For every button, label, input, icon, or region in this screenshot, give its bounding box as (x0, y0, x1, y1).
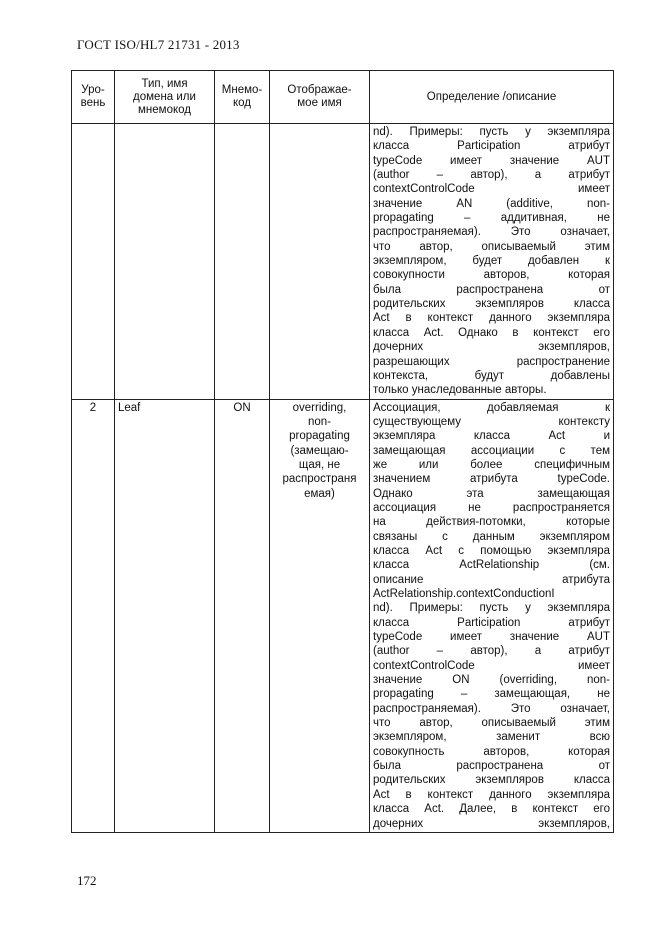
cell-line: Отображае- (287, 84, 352, 96)
cell-line: замещающая ассоциации с тем (373, 444, 610, 457)
table-header-row (72, 71, 614, 124)
cell-line: класса Participation атрибут (373, 616, 610, 629)
cell-line: дочерних экземпляров, (373, 817, 610, 830)
cell-line: распространяемая). Это означает, (373, 702, 610, 715)
cell-line: nd). Примеры: пусть у экземпляра (373, 602, 610, 615)
cell-line: вень (80, 97, 106, 109)
cell-line: contextControlCode имеет (373, 659, 610, 672)
cell-line: non- (307, 415, 332, 428)
cell-line: что автор, описываемый этим (373, 717, 610, 730)
cell-line: существующему контексту (373, 415, 610, 428)
page-number: 172 (77, 873, 97, 888)
table-row (72, 124, 614, 400)
cell-line: typeCode имеет значение AUT (373, 154, 610, 167)
cell-line: код (232, 97, 251, 109)
cell-line: contextControlCode имеет (373, 183, 610, 196)
cell-line: распространя (282, 473, 357, 486)
cell-line: Тип, имя (141, 77, 188, 90)
cell-line: мое имя (297, 97, 342, 109)
header-display-name (270, 71, 370, 124)
cell-line: (author – автор), а атрибут (373, 645, 610, 658)
table-row (72, 399, 614, 832)
cell-line: мнемокод (138, 103, 191, 116)
cell-line: propagating – замещающая, не (373, 688, 610, 701)
cell-line: ActRelationship.contextConductionI (373, 588, 555, 600)
cell-line: щая, не (298, 458, 341, 471)
cell-line: описание атрибута (373, 573, 610, 586)
cell-line: значение AN (additive, non- (373, 197, 610, 210)
cell-line: класса Act с помощью экземпляра (373, 544, 610, 557)
header-mnemonic (215, 71, 270, 124)
cell-line: nd). Примеры: пусть у экземпляра (373, 126, 610, 138)
cell-level: 2 (72, 399, 115, 832)
header-definition (370, 71, 614, 124)
cell-line: что автор, описываемый этим (373, 240, 610, 253)
cell-line: (замещаю- (290, 444, 349, 457)
cell-line: Ассоциация, добавляемая к (373, 401, 610, 414)
cell-line: родительских экземпляров класса (373, 774, 610, 787)
cell-line: значение ON (overriding, non- (373, 674, 610, 687)
document-header: ГОСТ ISO/HL7 21731 - 2013 (77, 37, 240, 52)
cell-line: была распространена от (373, 283, 610, 296)
cell-line: разрешающих распространение (373, 355, 610, 368)
cell-type (115, 124, 215, 400)
cell-line: класса Participation атрибут (373, 140, 610, 153)
cell-line: совокупности авторов, которая (373, 269, 610, 282)
definition-table (71, 70, 614, 833)
cell-line: Определение /описание (426, 90, 557, 103)
cell-type: Leaf (115, 399, 215, 832)
cell-line: же или более специфичным (373, 458, 610, 471)
cell-line: дочерних экземпляров, (373, 341, 610, 354)
cell-line: емая) (304, 487, 335, 500)
cell-line: экземпляром, заменит всю (373, 731, 610, 744)
cell-line: связаны с данным экземпляром (373, 530, 610, 543)
cell-line: propagating (289, 430, 350, 443)
cell-line: контекста, будут добавлены (373, 369, 610, 382)
cell-line: Однако эта замещающая (373, 487, 610, 500)
cell-line: экземпляра класса Act и (373, 430, 610, 443)
header-type (115, 71, 215, 124)
cell-mnemonic (215, 124, 270, 400)
cell-line: Мнемо- (221, 84, 263, 96)
cell-line: класса Act. Однако в контекст его (373, 326, 610, 339)
cell-line: ассоциация не распространяется (373, 501, 610, 514)
cell-line: родительских экземпляров класса (373, 298, 610, 311)
cell-display-name (270, 124, 370, 400)
cell-line: (author – автор), а атрибут (373, 169, 610, 182)
cell-line: propagating – аддитивная, не (373, 212, 610, 225)
cell-definition (370, 124, 614, 400)
cell-line: на действия-потомки, которые (373, 516, 610, 529)
cell-display-name (270, 399, 370, 832)
cell-line: typeCode имеет значение AUT (373, 631, 610, 644)
header-level (72, 71, 115, 124)
cell-mnemonic: ON (215, 399, 270, 832)
cell-line: совокупность авторов, которая (373, 745, 610, 758)
cell-line: домена или (133, 90, 196, 103)
cell-line: экземпляром, будет добавлен к (373, 255, 610, 268)
cell-line: Уро- (81, 84, 105, 96)
cell-line: Act в контекст данного экземпляра (373, 788, 610, 801)
cell-line: Act в контекст данного экземпляра (373, 312, 610, 325)
cell-line: распространяемая). Это означает, (373, 226, 610, 239)
cell-line: была распространена от (373, 760, 610, 773)
cell-line: значением атрибута typeCode. (373, 473, 610, 486)
cell-line: класса Act. Далее, в контекст его (373, 803, 610, 816)
cell-level (72, 124, 115, 400)
cell-definition (370, 399, 614, 832)
cell-line: только унаследованные авторы. (373, 384, 547, 397)
cell-line: overriding, (292, 401, 347, 414)
cell-line: класса ActRelationship (см. (373, 559, 610, 572)
